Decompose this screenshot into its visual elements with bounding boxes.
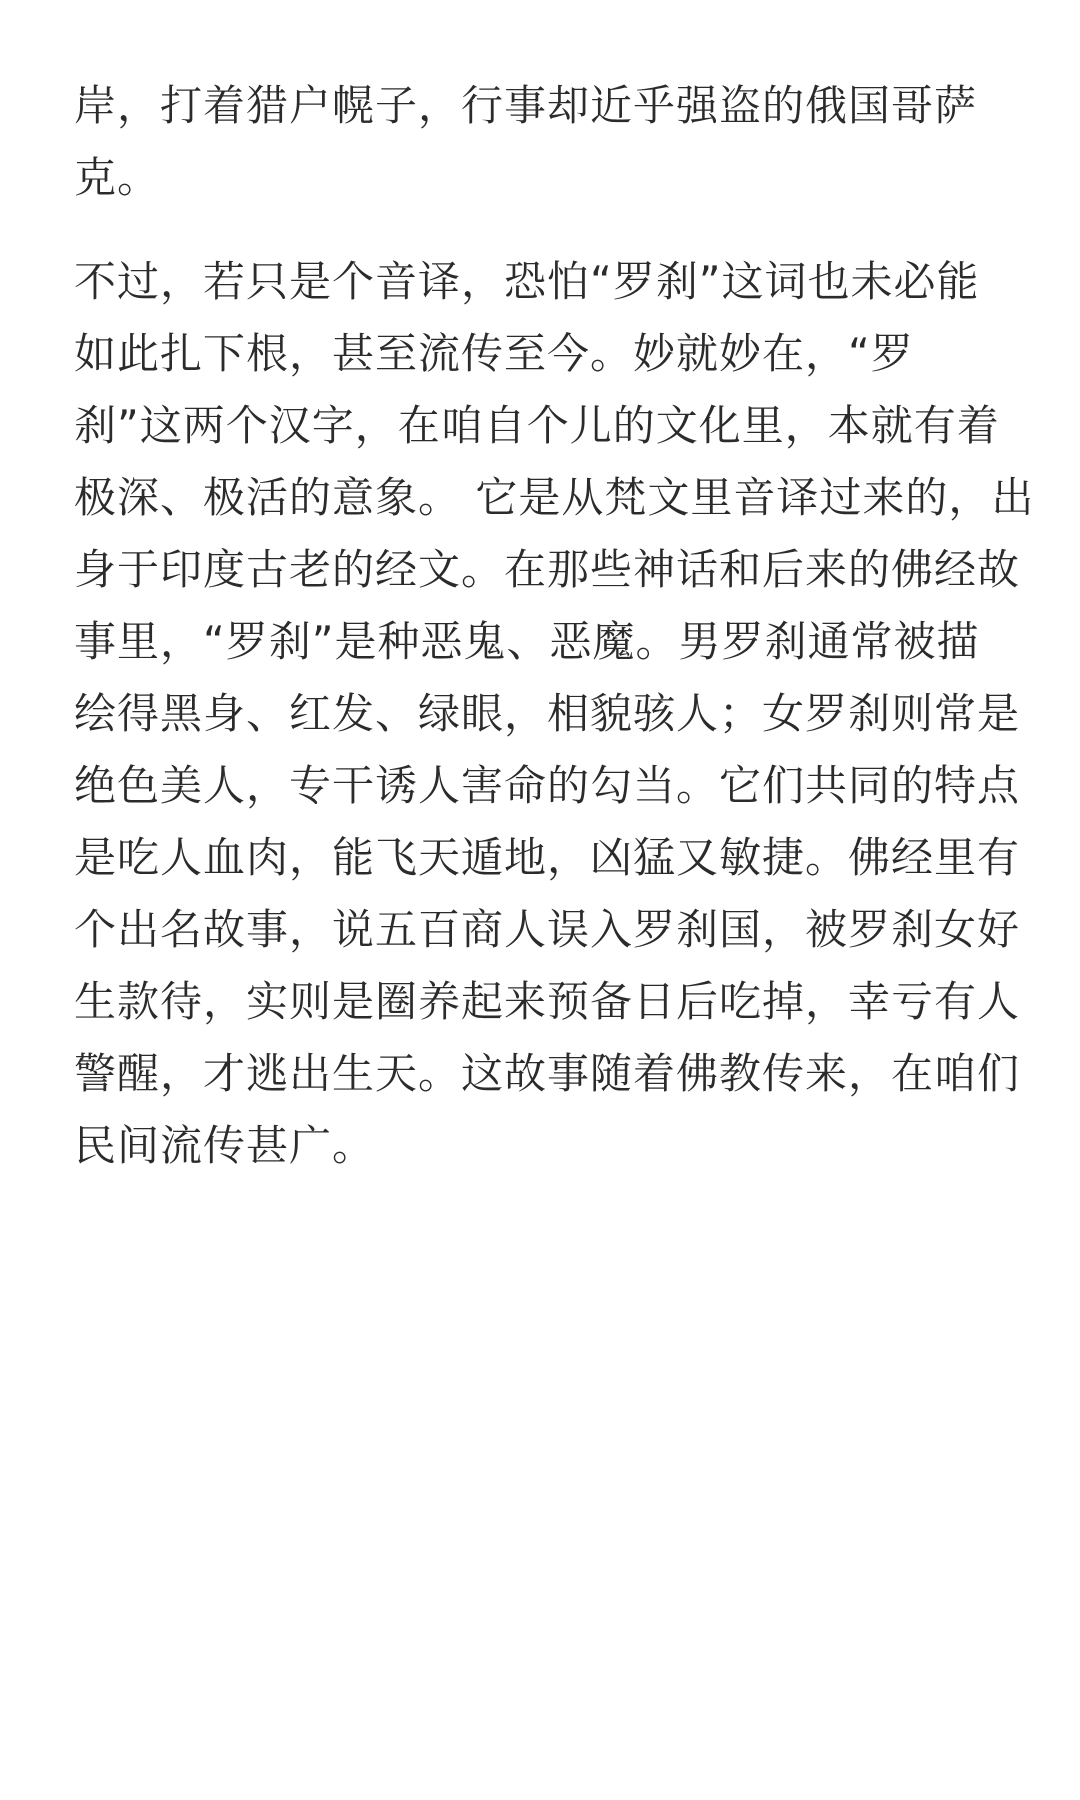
paragraph-1 xyxy=(74,70,1012,214)
text-line: 是吃人血肉，能飞天遁地，凶猛又敏捷。佛经里有 xyxy=(74,833,1021,882)
text-line: 个出名故事，说五百商人误入罗刹国，被罗刹女好 xyxy=(74,905,1021,954)
text-line: 事里，“罗刹”是种恶鬼、恶魔。男罗刹通常被描 xyxy=(74,617,980,666)
text-line: 警醒，才逃出生天。这故事随着佛教传来，在咱们 xyxy=(74,1049,1021,1098)
text-line: 极深、极活的意象。 它是从梵文里音译过来的，出 xyxy=(74,473,1035,522)
paragraph-2 xyxy=(74,246,1035,1182)
text-line: 身于印度古老的经文。在那些神话和后来的佛经故 xyxy=(74,545,1021,594)
text-line: 民间流传甚广。 xyxy=(74,1121,376,1170)
text-line: 刹”这两个汉字，在咱自个儿的文化里，本就有着 xyxy=(74,401,1000,450)
text-line: 岸，打着猎户幌子，行事却近乎强盗的俄国哥萨 xyxy=(74,81,978,130)
text-line: 如此扎下根，甚至流传至今。妙就妙在，“罗 xyxy=(74,329,914,378)
text-line: 绘得黑身、红发、绿眼，相貌骇人；女罗刹则常是 xyxy=(74,689,1021,738)
text-line: 生款待，实则是圈养起来预备日后吃掉，幸亏有人 xyxy=(74,977,1021,1026)
text-line: 不过，若只是个音译，恐怕“罗刹”这词也未必能 xyxy=(74,257,980,306)
text-line: 克。 xyxy=(74,153,161,202)
text-line: 绝色美人，专干诱人害命的勾当。它们共同的特点 xyxy=(74,761,1021,810)
